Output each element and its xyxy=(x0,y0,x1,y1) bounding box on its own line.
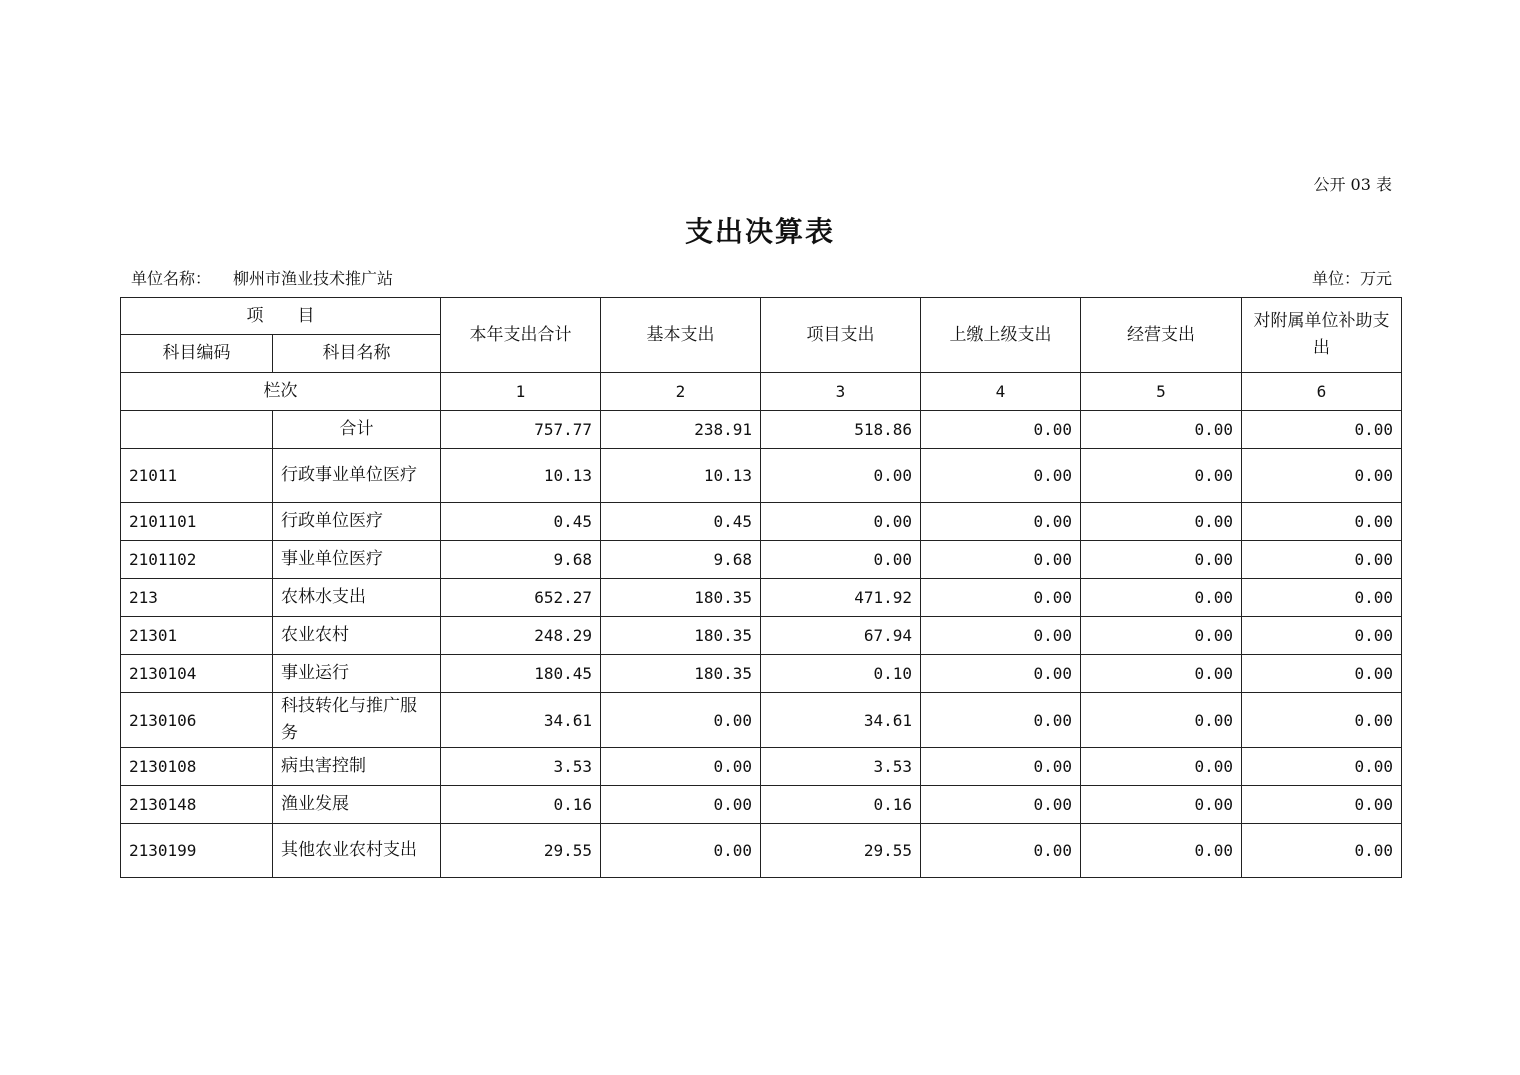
header-col-basic: 基本支出 xyxy=(601,298,761,373)
amount-cell: 10.13 xyxy=(601,449,761,503)
amount-cell: 652.27 xyxy=(441,579,601,617)
unit-info xyxy=(131,266,393,289)
amount-cell: 0.00 xyxy=(1242,449,1402,503)
amount-cell: 0.00 xyxy=(1081,786,1242,824)
amount-cell: 0.10 xyxy=(761,655,921,693)
table-row xyxy=(121,541,1402,579)
row-index-6: 6 xyxy=(1242,373,1402,411)
expenditure-table xyxy=(120,297,1402,878)
amount-cell: 0.00 xyxy=(1242,824,1402,878)
row-index-1: 1 xyxy=(441,373,601,411)
page-title: 支出决算表 xyxy=(684,215,835,248)
amount-cell: 3.53 xyxy=(761,748,921,786)
amount-cell: 0.00 xyxy=(921,693,1081,748)
row-index-4: 4 xyxy=(921,373,1081,411)
subject-code: 21301 xyxy=(121,617,273,655)
subject-name: 其他农业农村支出 xyxy=(273,824,441,878)
amount-cell: 0.00 xyxy=(1242,786,1402,824)
total-value: 238.91 xyxy=(601,411,761,449)
amount-cell: 0.45 xyxy=(601,503,761,541)
amount-cell: 34.61 xyxy=(761,693,921,748)
amount-cell: 29.55 xyxy=(441,824,601,878)
subject-code: 2130104 xyxy=(121,655,273,693)
amount-cell: 0.00 xyxy=(921,786,1081,824)
table-row xyxy=(121,449,1402,503)
subject-name: 渔业发展 xyxy=(273,786,441,824)
total-label: 合计 xyxy=(273,411,441,449)
table-row xyxy=(121,655,1402,693)
header-col-subsidy: 对附属单位补助支出 xyxy=(1242,298,1402,373)
subject-code: 21011 xyxy=(121,449,273,503)
amount-cell: 0.00 xyxy=(601,693,761,748)
amount-cell: 0.00 xyxy=(1081,541,1242,579)
amount-cell: 0.16 xyxy=(761,786,921,824)
amount-cell: 0.00 xyxy=(1242,693,1402,748)
amount-cell: 0.00 xyxy=(921,748,1081,786)
amount-cell: 180.45 xyxy=(441,655,601,693)
amount-cell: 67.94 xyxy=(761,617,921,655)
subject-name: 行政事业单位医疗 xyxy=(273,449,441,503)
unit-name: 柳州市渔业技术推广站 xyxy=(233,269,394,288)
amount-cell: 0.00 xyxy=(761,449,921,503)
table-row xyxy=(121,579,1402,617)
header-item: 项 目 xyxy=(121,298,441,335)
total-value: 0.00 xyxy=(921,411,1081,449)
amount-cell: 0.00 xyxy=(601,748,761,786)
row-index-3: 3 xyxy=(761,373,921,411)
unit-label: 单位名称： xyxy=(131,269,212,288)
amount-cell: 0.00 xyxy=(761,503,921,541)
total-value: 757.77 xyxy=(441,411,601,449)
header-col-operation: 经营支出 xyxy=(1081,298,1242,373)
amount-cell: 0.00 xyxy=(1242,655,1402,693)
amount-cell: 180.35 xyxy=(601,617,761,655)
amount-cell: 0.00 xyxy=(1081,579,1242,617)
amount-cell: 0.00 xyxy=(601,824,761,878)
table-row xyxy=(121,786,1402,824)
subject-code: 213 xyxy=(121,579,273,617)
amount-cell: 29.55 xyxy=(761,824,921,878)
header-col-upper: 上缴上级支出 xyxy=(921,298,1081,373)
total-value: 518.86 xyxy=(761,411,921,449)
subject-code: 2101102 xyxy=(121,541,273,579)
row-index-5: 5 xyxy=(1081,373,1242,411)
total-row xyxy=(121,411,1402,449)
subject-name: 病虫害控制 xyxy=(273,748,441,786)
amount-cell: 0.00 xyxy=(1081,449,1242,503)
form-number: 公开 03 表 xyxy=(1313,175,1392,194)
amount-cell: 0.00 xyxy=(761,541,921,579)
amount-cell: 0.00 xyxy=(921,449,1081,503)
subject-code: 2130148 xyxy=(121,786,273,824)
amount-cell: 3.53 xyxy=(441,748,601,786)
amount-cell: 0.00 xyxy=(601,786,761,824)
table-row xyxy=(121,503,1402,541)
header-name: 科目名称 xyxy=(273,335,441,373)
subject-code: 2130106 xyxy=(121,693,273,748)
amount-cell: 0.45 xyxy=(441,503,601,541)
subject-code: 2130108 xyxy=(121,748,273,786)
amount-cell: 9.68 xyxy=(441,541,601,579)
amount-cell: 10.13 xyxy=(441,449,601,503)
amount-cell: 0.00 xyxy=(921,541,1081,579)
amount-cell: 0.00 xyxy=(1081,693,1242,748)
total-code xyxy=(121,411,273,449)
amount-cell: 0.00 xyxy=(1242,503,1402,541)
header-code: 科目编码 xyxy=(121,335,273,373)
amount-cell: 0.00 xyxy=(1242,617,1402,655)
total-value: 0.00 xyxy=(1242,411,1402,449)
amount-cell: 0.00 xyxy=(1081,503,1242,541)
subject-code: 2101101 xyxy=(121,503,273,541)
amount-cell: 248.29 xyxy=(441,617,601,655)
subject-name: 科技转化与推广服务 xyxy=(273,693,441,748)
amount-cell: 0.00 xyxy=(1242,579,1402,617)
amount-cell: 180.35 xyxy=(601,655,761,693)
amount-cell: 0.00 xyxy=(1081,824,1242,878)
amount-cell: 0.16 xyxy=(441,786,601,824)
row-index-2: 2 xyxy=(601,373,761,411)
subject-name: 农业农村 xyxy=(273,617,441,655)
subject-name: 事业单位医疗 xyxy=(273,541,441,579)
amount-cell: 0.00 xyxy=(921,655,1081,693)
amount-cell: 0.00 xyxy=(1242,748,1402,786)
amount-cell: 9.68 xyxy=(601,541,761,579)
subject-name: 农林水支出 xyxy=(273,579,441,617)
table-row xyxy=(121,748,1402,786)
amount-cell: 0.00 xyxy=(1081,655,1242,693)
header-col-total: 本年支出合计 xyxy=(441,298,601,373)
table-row xyxy=(121,693,1402,748)
currency-unit: 单位：万元 xyxy=(1311,269,1392,288)
amount-cell: 0.00 xyxy=(921,579,1081,617)
subject-name: 事业运行 xyxy=(273,655,441,693)
subject-name: 行政单位医疗 xyxy=(273,503,441,541)
row-index-label: 栏次 xyxy=(121,373,441,411)
amount-cell: 0.00 xyxy=(1081,617,1242,655)
amount-cell: 0.00 xyxy=(921,824,1081,878)
table-row xyxy=(121,617,1402,655)
table-row xyxy=(121,824,1402,878)
subject-code: 2130199 xyxy=(121,824,273,878)
amount-cell: 34.61 xyxy=(441,693,601,748)
amount-cell: 0.00 xyxy=(921,617,1081,655)
amount-cell: 0.00 xyxy=(1081,748,1242,786)
amount-cell: 180.35 xyxy=(601,579,761,617)
amount-cell: 0.00 xyxy=(1242,541,1402,579)
amount-cell: 0.00 xyxy=(921,503,1081,541)
total-value: 0.00 xyxy=(1081,411,1242,449)
amount-cell: 471.92 xyxy=(761,579,921,617)
header-col-project: 项目支出 xyxy=(761,298,921,373)
